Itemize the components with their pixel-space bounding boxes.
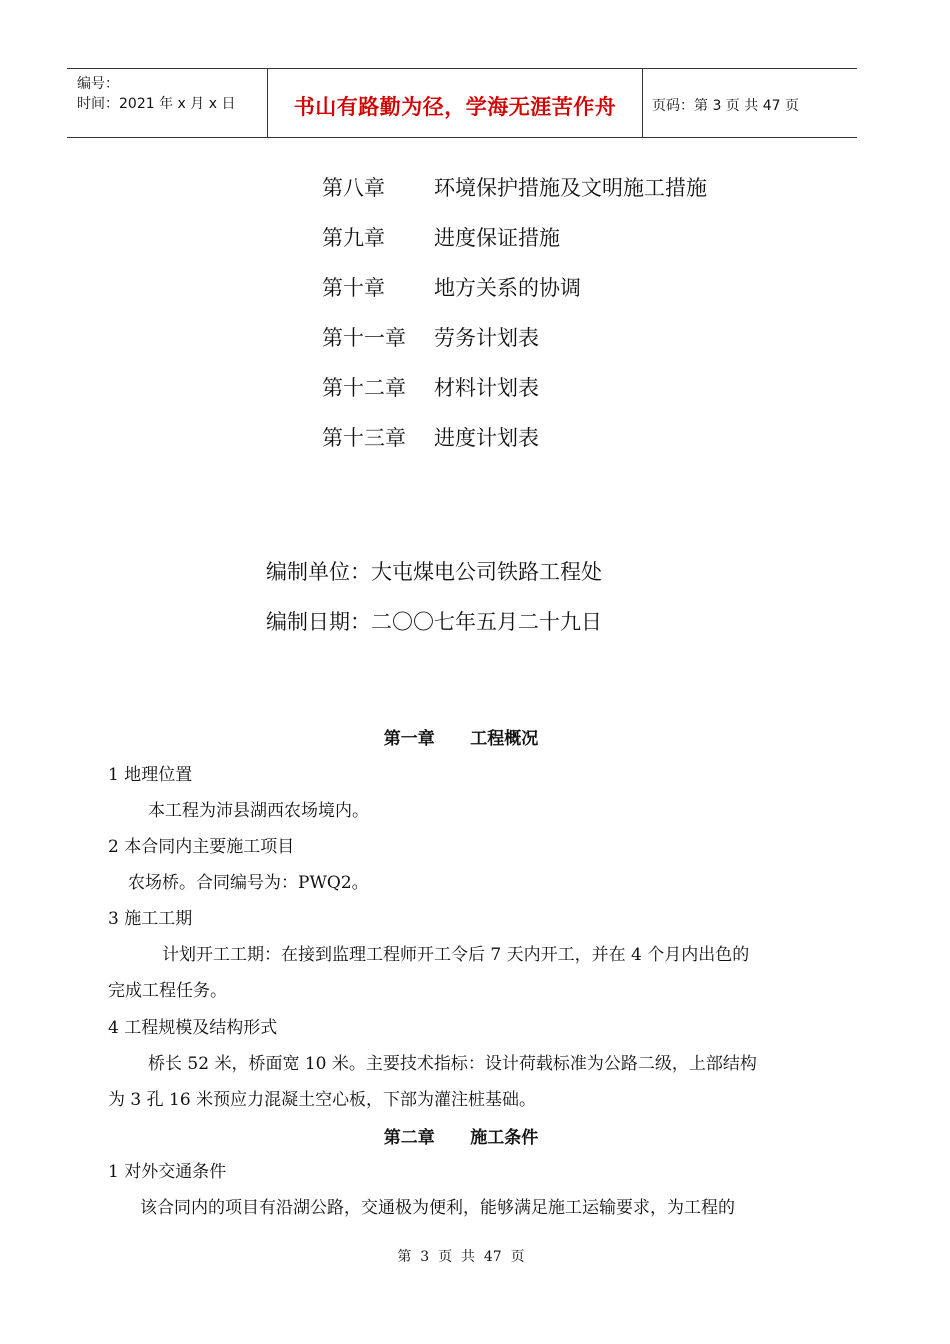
section-title: 3 施工工期 — [108, 909, 193, 929]
section-body: 农场桥。合同编号为：PWQ2。 — [128, 873, 369, 893]
toc-item — [322, 322, 539, 352]
page-footer: 第 3 页 共 47 页 — [397, 1249, 525, 1265]
toc-title: 劳务计划表 — [434, 326, 539, 350]
header-motto-cell — [267, 69, 643, 137]
toc-title: 进度计划表 — [434, 426, 539, 450]
section-body-continued: 完成工程任务。 — [108, 981, 227, 1001]
section-body: 本工程为沛县湖西农场境内。 — [148, 801, 369, 821]
section-body: 计划开工工期：在接到监理工程师开工令后 7 天内开工，并在 4 个月内出色的 — [162, 945, 750, 965]
toc-chapter: 第十三章 — [322, 426, 406, 450]
compiling-unit: 编制单位：大屯煤电公司铁路工程处 — [266, 560, 602, 584]
document-time-label: 时间：2021 年 x 月 x 日 — [77, 96, 236, 112]
header-page-info: 页码：第 3 页 共 47 页 — [652, 98, 799, 114]
section-body: 该合同内的项目有沿湖公路，交通极为便利，能够满足施工运输要求，为工程的 — [140, 1198, 735, 1218]
toc-item — [322, 372, 539, 402]
toc-chapter: 第十一章 — [322, 326, 406, 350]
toc-title: 地方关系的协调 — [434, 276, 581, 300]
toc-title: 环境保护措施及文明施工措施 — [434, 176, 707, 200]
header-meta — [67, 69, 267, 137]
section-body-continued: 为 3 孔 16 米预应力混凝土空心板，下部为灌注桩基础。 — [108, 1090, 537, 1110]
section-title: 4 工程规模及结构形式 — [108, 1018, 278, 1038]
compiling-date: 编制日期：二〇〇七年五月二十九日 — [266, 610, 602, 634]
document-number-label: 编号： — [77, 76, 119, 92]
toc-item — [322, 222, 560, 252]
toc-item — [322, 172, 707, 202]
header-page-cell — [642, 69, 857, 137]
page-header — [67, 68, 857, 138]
section-title: 2 本合同内主要施工项目 — [108, 837, 295, 857]
toc-chapter: 第十章 — [322, 276, 385, 300]
chapter-2-heading: 第二章 施工条件 — [383, 1128, 539, 1148]
section-body: 桥长 52 米，桥面宽 10 米。主要技术指标：设计荷载标准为公路二级，上部结构 — [148, 1054, 757, 1074]
toc-title: 进度保证措施 — [434, 226, 560, 250]
toc-chapter: 第九章 — [322, 226, 385, 250]
toc-chapter: 第十二章 — [322, 376, 406, 400]
toc-item — [322, 272, 581, 302]
header-motto: 书山有路勤为径，学海无涯苦作舟 — [293, 95, 617, 119]
chapter-1-heading: 第一章 工程概况 — [383, 729, 539, 749]
toc-title: 材料计划表 — [434, 376, 539, 400]
section-title: 1 地理位置 — [108, 765, 193, 785]
section-title: 1 对外交通条件 — [108, 1162, 227, 1182]
toc-chapter: 第八章 — [322, 176, 385, 200]
toc-item — [322, 422, 539, 452]
